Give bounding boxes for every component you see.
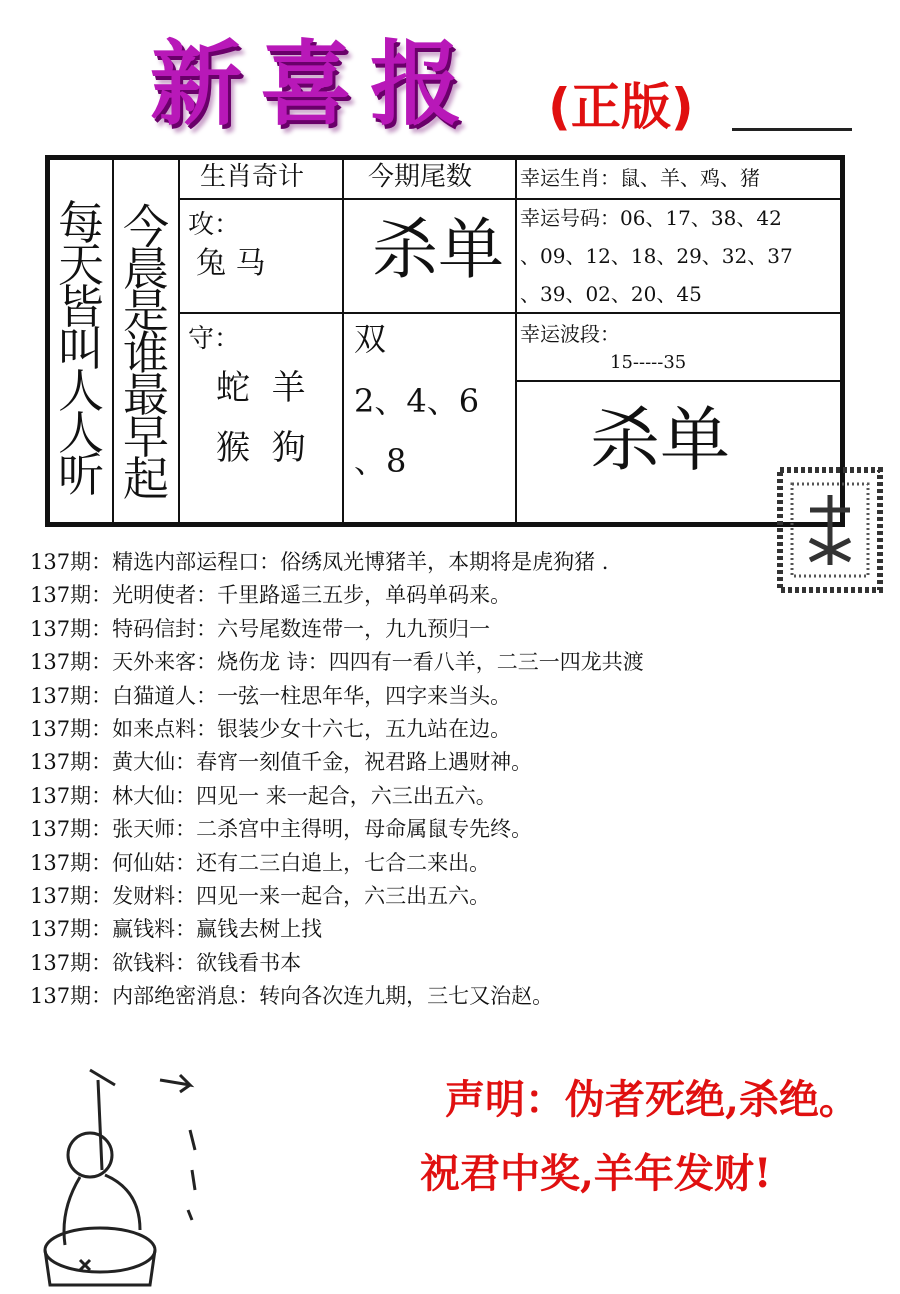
second-slogan: 今 晨 是 谁 最 早 起 <box>123 200 169 506</box>
lucky-numbers-line1: 幸运号码：06、17、38、42 <box>520 206 782 230</box>
table-divider <box>112 160 114 522</box>
declaration-line2: 祝君中奖,羊年发财! <box>420 1150 772 1197</box>
kill-single-1: 杀单 <box>372 211 504 288</box>
list-item <box>30 880 770 913</box>
list-item <box>30 713 770 746</box>
message-text: 内部绝密消息：转向各次连九期，三七又治赵。 <box>112 984 554 1009</box>
attack-value: 兔 马 <box>196 246 266 281</box>
list-item <box>30 746 770 779</box>
issue-label: 137期： <box>30 583 113 608</box>
message-text: 何仙姑：还有二三白追上，七合二来出。 <box>112 850 491 875</box>
cartoon-figure-icon <box>20 1060 220 1290</box>
lucky-wave-label: 幸运波段： <box>520 322 620 346</box>
issue-label: 137期： <box>30 984 113 1009</box>
main-table <box>45 155 845 527</box>
message-text: 欲钱料：欲钱看书本 <box>112 950 302 975</box>
issue-label: 137期： <box>30 683 113 708</box>
list-item <box>30 947 770 980</box>
table-divider <box>515 380 840 382</box>
list-item <box>30 813 770 846</box>
list-item <box>30 680 770 713</box>
message-text: 白猫道人：一弦一柱思年华，四字来当头。 <box>112 683 512 708</box>
table-divider <box>342 312 515 314</box>
header-lucky-zodiac: 幸运生肖：鼠、羊、鸡、猪 <box>520 166 760 190</box>
header-zodiac: 生肖奇计 <box>200 162 305 192</box>
issue-label: 137期： <box>30 817 113 842</box>
message-text: 赢钱料：赢钱去树上找 <box>112 917 323 942</box>
edition-label: (正版) <box>548 78 694 136</box>
message-list <box>30 546 770 1013</box>
issue-label: 137期： <box>30 783 113 808</box>
table-divider <box>178 198 840 200</box>
table-divider <box>178 160 180 522</box>
table-divider <box>515 312 840 314</box>
message-text: 林大仙：四见一 来一起合，六三出五六。 <box>112 783 497 808</box>
table-divider <box>178 312 342 314</box>
issue-label: 137期： <box>30 850 113 875</box>
header-tail: 今期尾数 <box>368 162 473 192</box>
message-text: 发财料：四见一来一起合，六三出五六。 <box>112 883 491 908</box>
issue-label: 137期： <box>30 950 113 975</box>
message-text: 精选内部运程口：俗绣凤光博猪羊，本期将是虎狗猪 . <box>112 550 609 574</box>
list-item <box>30 913 770 946</box>
defend-label: 守： <box>188 324 241 354</box>
lucky-numbers-line3: 、39、02、20、45 <box>520 282 702 306</box>
list-item <box>30 646 770 679</box>
issue-label: 137期： <box>30 616 113 641</box>
table-divider <box>515 160 517 522</box>
issue-label: 137期： <box>30 750 113 775</box>
attack-label: 攻： <box>188 210 241 240</box>
parity-line2: 、8 <box>354 442 407 480</box>
list-item <box>30 980 770 1013</box>
issue-label: 137期： <box>30 550 113 574</box>
title-rule <box>732 128 852 131</box>
message-text: 光明使者：千里路遥三五步，单码单码来。 <box>112 583 512 608</box>
message-text: 如来点料：银装少女十六七，五九站在边。 <box>112 716 512 741</box>
message-text: 天外来客：烧伤龙 诗：四四有一看八羊，二三一四龙共渡 <box>112 650 644 675</box>
defend-line2: 猴 狗 <box>216 428 306 468</box>
list-item <box>30 579 770 612</box>
list-item <box>30 847 770 880</box>
parity-line1: 2、4、6 <box>354 382 480 420</box>
lucky-wave-value: 15-----35 <box>610 352 687 373</box>
issue-label: 137期： <box>30 716 113 741</box>
issue-label: 137期： <box>30 917 113 942</box>
table-divider <box>342 160 344 522</box>
issue-label: 137期： <box>30 883 113 908</box>
parity-label: 双 <box>354 320 387 358</box>
message-text: 黄大仙：春宵一刻值千金，祝君路上遇财神。 <box>112 750 533 775</box>
declaration-line1: 声明：伪者死绝,杀绝。 <box>445 1076 859 1123</box>
issue-label: 137期： <box>30 650 113 675</box>
page-title: 新喜报 <box>150 30 481 138</box>
defend-line1: 蛇 羊 <box>216 368 306 408</box>
left-slogan: 每 天 皆 叫 人 人 听 <box>58 196 104 502</box>
seal-stamp-icon <box>770 450 890 610</box>
list-item <box>30 546 770 579</box>
message-text: 特码信封：六号尾数连带一，九九预归一 <box>112 616 491 641</box>
message-text: 张天师：二杀宫中主得明，母命属鼠专先终。 <box>112 817 533 842</box>
list-item <box>30 613 770 646</box>
kill-single-2: 杀单 <box>590 399 730 481</box>
list-item <box>30 780 770 813</box>
lucky-numbers-line2: 、09、12、18、29、32、37 <box>520 244 793 268</box>
